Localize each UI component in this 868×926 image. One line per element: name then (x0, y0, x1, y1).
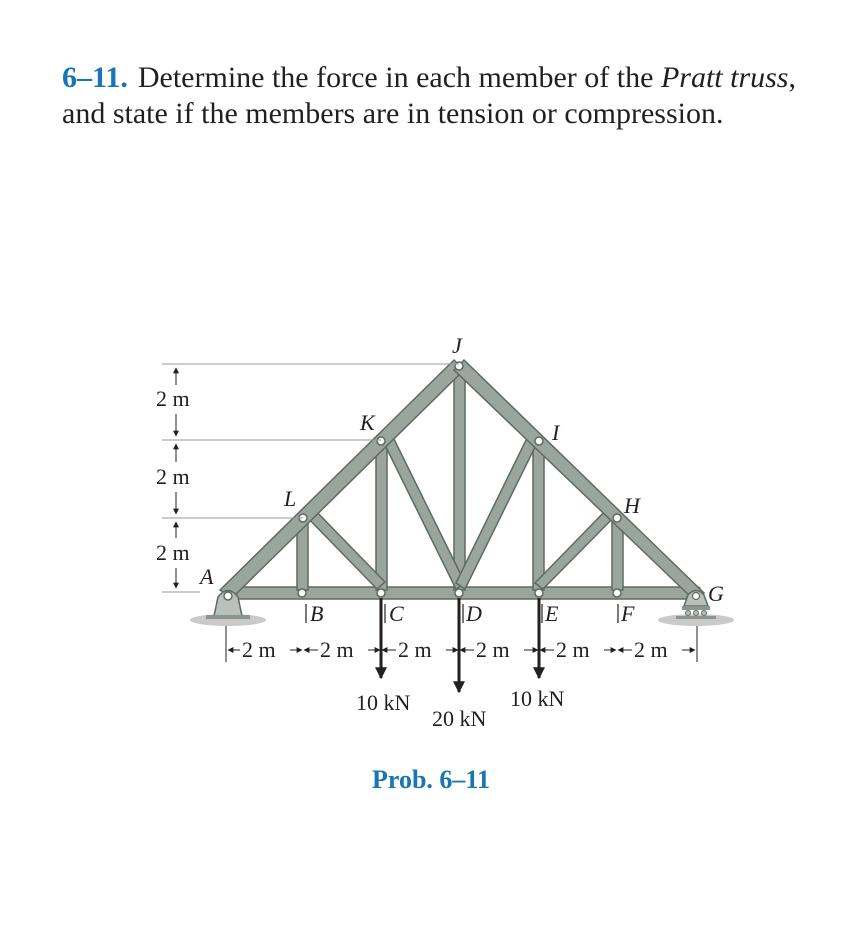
load-label-D: 20 kN (432, 706, 487, 731)
dim-horizontal-1: 2 m (242, 637, 276, 662)
horizontal-dimensions (226, 626, 697, 662)
dim-horizontal-2: 2 m (320, 637, 354, 662)
problem-text-italic-1: Pratt (660, 61, 723, 94)
problem-text-1: Determine the force in each member of the (137, 61, 654, 94)
member-CK (376, 440, 387, 590)
load-label-C: 10 kN (356, 690, 411, 715)
pin-C (377, 589, 385, 597)
pin-H (613, 514, 621, 522)
load-label-E: 10 kN (510, 686, 565, 711)
pin-D (455, 589, 463, 597)
truss-members (220, 360, 704, 599)
dim-horizontal-4: 2 m (476, 637, 510, 662)
member-AJ (220, 360, 464, 598)
problem-number: 6–11. (62, 61, 128, 94)
label-K: K (360, 410, 375, 435)
pin-B (298, 589, 306, 597)
member-EH (535, 505, 619, 589)
joint-ticks (306, 604, 618, 623)
pin-E (535, 589, 543, 597)
dim-horizontal-5: 2 m (556, 637, 590, 662)
problem-text-2: , and state if the members are in tension or compression. (62, 61, 796, 130)
member-EI (533, 440, 544, 590)
label-C: C (389, 601, 404, 626)
pin-J (455, 362, 463, 370)
label-A: A (200, 564, 214, 589)
dim-horizontal-3: 2 m (398, 637, 432, 662)
pin-F (613, 589, 621, 597)
dim-horizontal-6: 2 m (634, 637, 668, 662)
member-KD (381, 431, 465, 589)
label-H: H (624, 493, 640, 518)
figure-caption: Prob. 6–11 (372, 765, 490, 794)
member-DJ (454, 366, 465, 590)
label-I: I (552, 420, 560, 445)
member-JG (454, 360, 704, 598)
dim-vertical-3: 2 m (156, 540, 190, 565)
pin-K (377, 437, 385, 445)
member-DI (456, 434, 538, 589)
label-L: L (284, 486, 297, 511)
label-F: F (621, 601, 635, 626)
pin-I (535, 437, 543, 445)
label-G: G (708, 581, 724, 606)
label-E: E (545, 601, 559, 626)
dim-vertical-2: 2 m (156, 464, 190, 489)
label-B: B (310, 601, 324, 626)
dim-vertical-1: 2 m (156, 386, 190, 411)
problem-text-italic-2: truss (730, 61, 789, 94)
label-J: J (452, 333, 462, 358)
label-D: D (466, 601, 482, 626)
